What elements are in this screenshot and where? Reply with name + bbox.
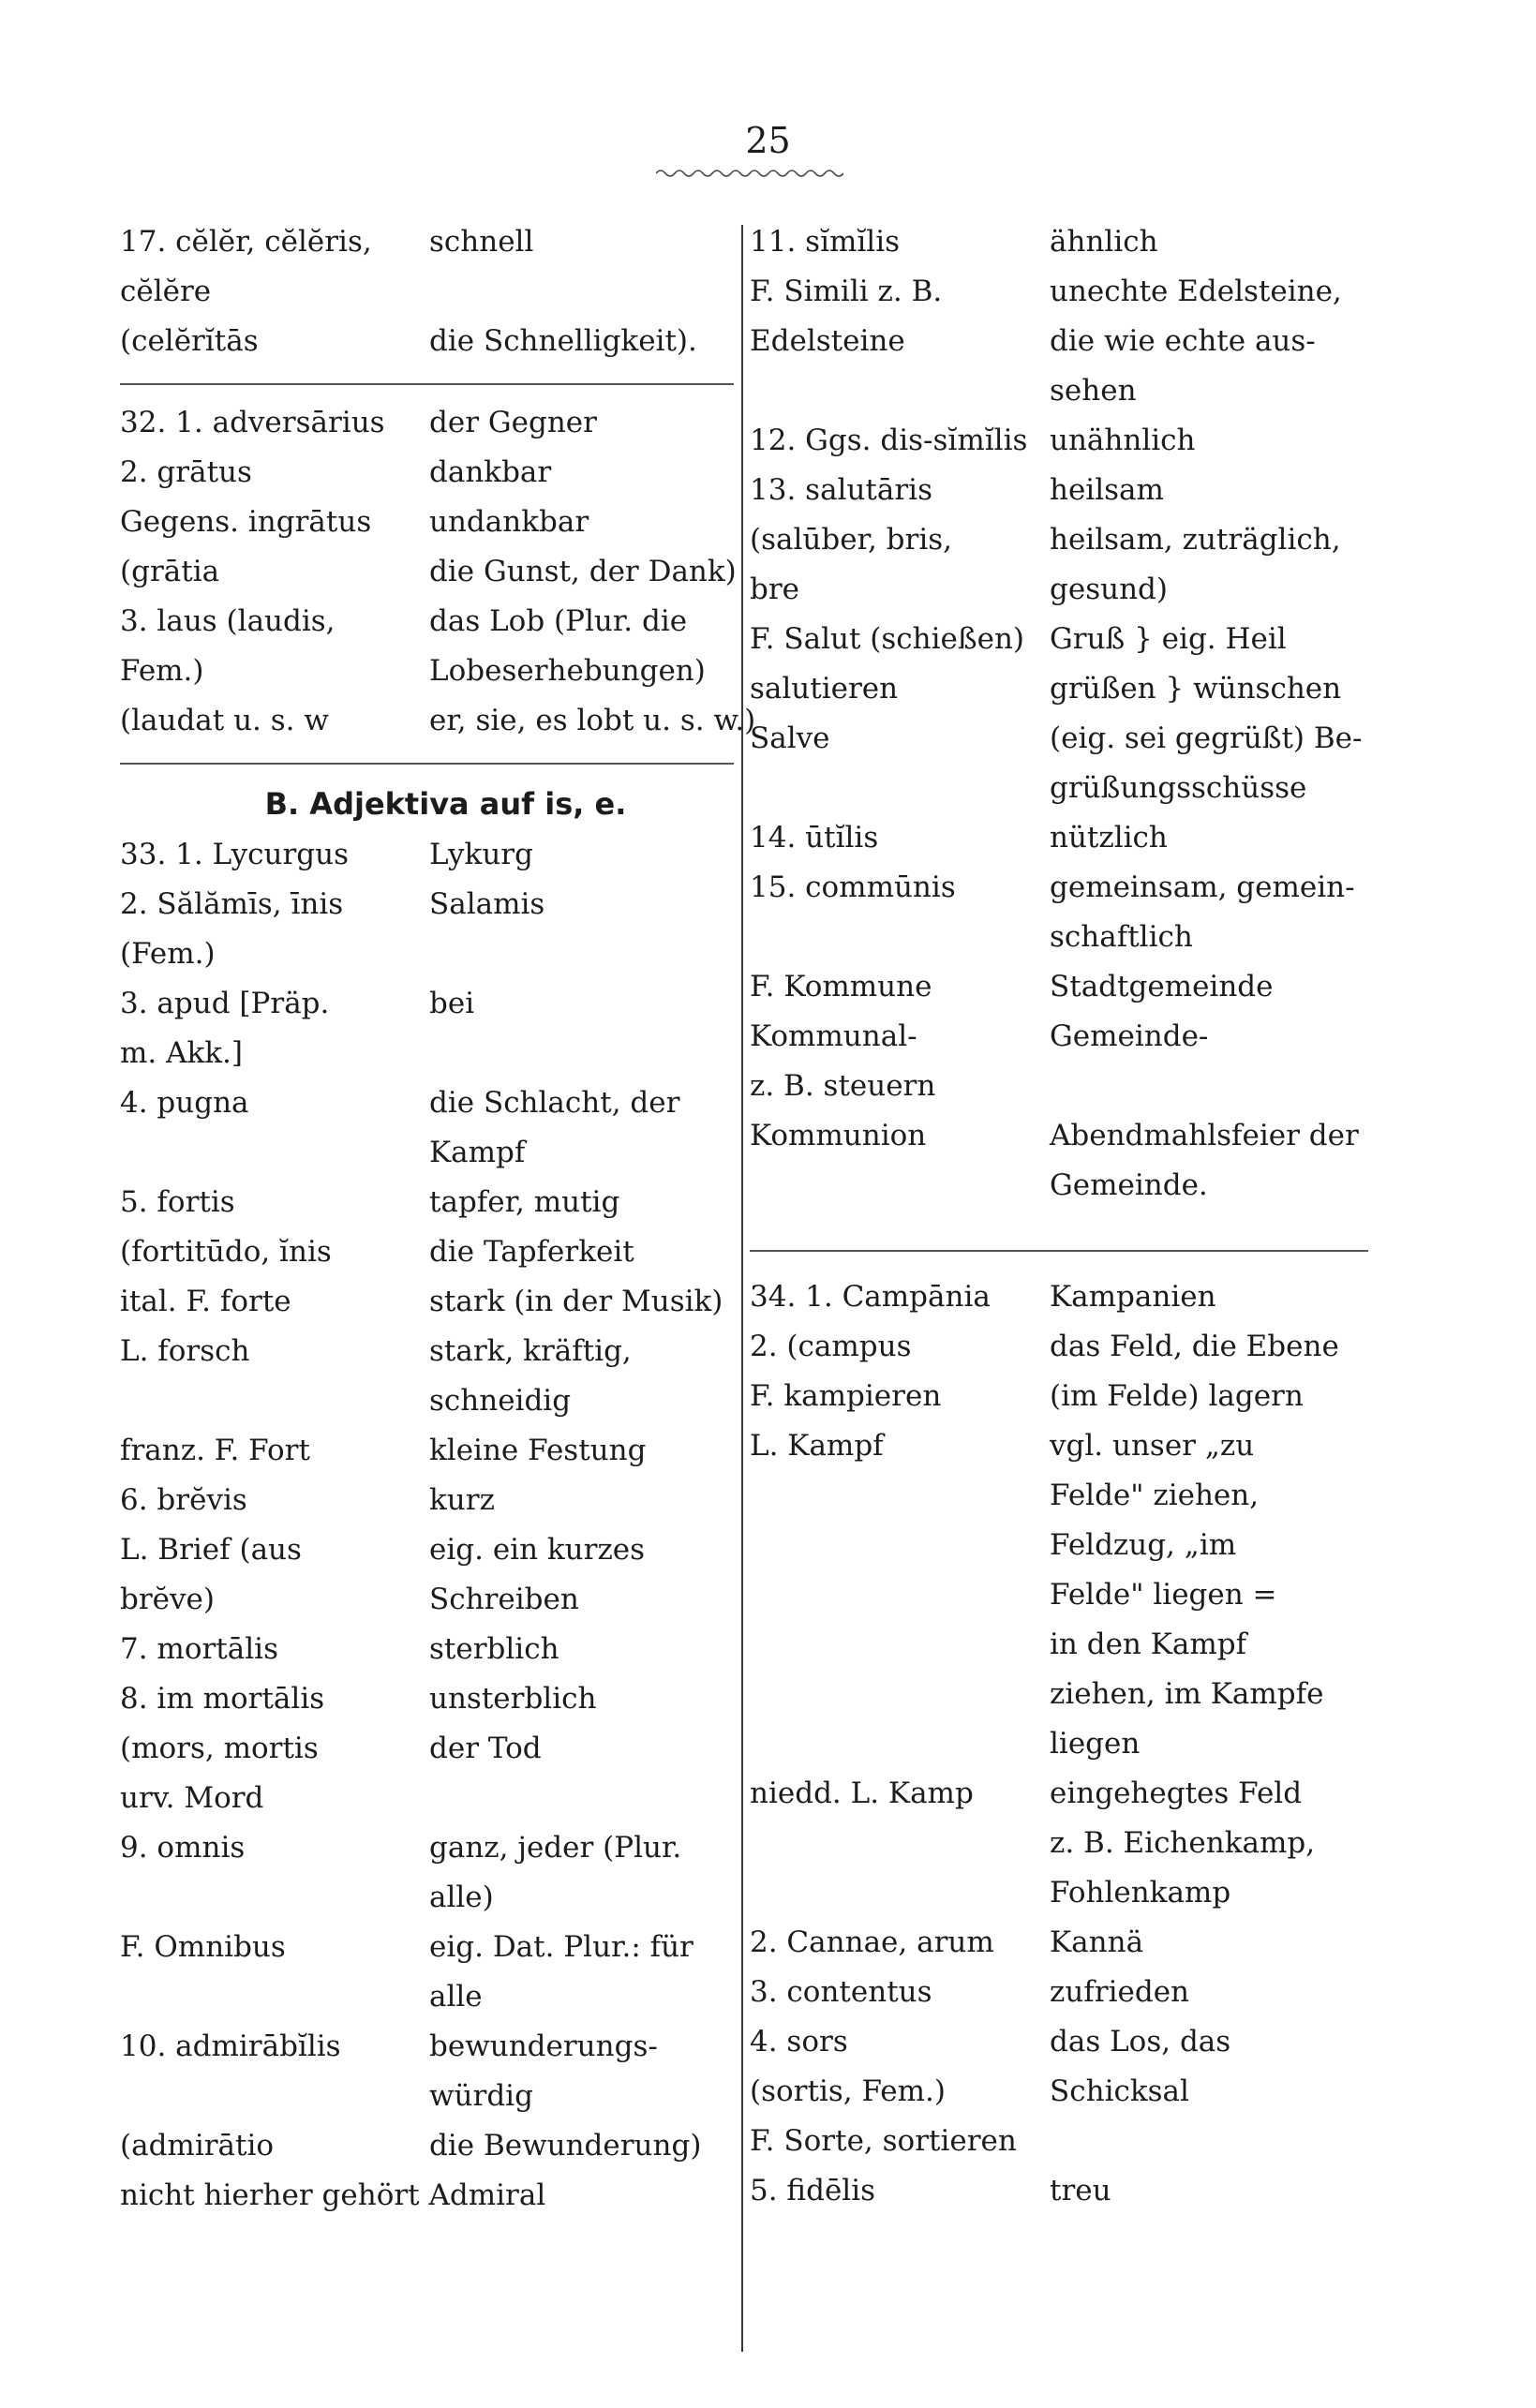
latin-term: Kommunal-	[750, 1019, 917, 1053]
dictionary-entry	[120, 267, 734, 317]
german-meaning: schaftlich	[1050, 920, 1193, 954]
german-meaning: Abendmahlsfeier der	[1050, 1119, 1359, 1152]
latin-term: F. Simili z. B.	[750, 275, 943, 308]
latin-term: Gegens. ingrātus	[120, 505, 372, 539]
latin-term: 4. pugna	[120, 1086, 249, 1120]
dictionary-entry	[120, 1972, 734, 2022]
dictionary-entry	[750, 1272, 1368, 1322]
dictionary-entry	[750, 1372, 1368, 1421]
dictionary-entry	[750, 1322, 1368, 1372]
latin-term: 33. 1. Lycurgus	[120, 838, 350, 871]
dictionary-entry	[120, 1923, 734, 1972]
dictionary-entry	[120, 1426, 734, 1476]
german-meaning: Salamis	[429, 887, 545, 921]
german-meaning: die Gunst, der Dank)	[429, 555, 737, 588]
latin-term: L. Brief (aus	[120, 1533, 302, 1567]
section-rule	[120, 383, 734, 385]
german-meaning: kleine Festung	[429, 1434, 647, 1467]
dictionary-entry	[750, 2117, 1368, 2166]
german-meaning: (eig. sei gegrüßt) Be-	[1050, 721, 1363, 755]
dictionary-entry	[750, 962, 1368, 1012]
dictionary-entry	[120, 597, 734, 647]
entries-17	[120, 217, 734, 366]
latin-term: 9. omnis	[120, 1831, 246, 1865]
latin-term: 14. ūtĭlis	[750, 821, 879, 855]
page-number: 25	[745, 120, 791, 161]
dictionary-entry	[120, 1525, 734, 1575]
latin-term: F. Salut (schießen)	[750, 622, 1025, 656]
latin-term: urv. Mord	[120, 1781, 264, 1815]
dictionary-entry	[120, 398, 734, 448]
german-meaning: kurz	[429, 1483, 495, 1517]
german-meaning: die wie echte aus-	[1050, 324, 1316, 358]
dictionary-entry	[120, 929, 734, 979]
dictionary-entry	[750, 1161, 1368, 1211]
section-heading: B. Adjektiva auf is, e.	[264, 786, 627, 822]
latin-term: ital. F. forte	[120, 1285, 291, 1318]
german-meaning: würdig	[429, 2079, 533, 2113]
latin-term: 2. Cannae, arum	[750, 1925, 994, 1959]
latin-term: 17. cĕlĕr, cĕlĕris,	[120, 225, 372, 259]
german-meaning: eig. Dat. Plur.: für	[429, 1930, 693, 1964]
dictionary-entry	[750, 217, 1368, 267]
german-meaning: die Schlacht, der	[429, 1086, 680, 1120]
german-meaning: stark (in der Musik)	[429, 1285, 723, 1318]
dictionary-entry	[750, 1062, 1368, 1111]
latin-term: 11. sĭmĭlis	[750, 225, 901, 259]
dictionary-entry	[750, 764, 1368, 813]
dictionary-entry	[750, 1819, 1368, 1868]
german-meaning: nützlich	[1050, 821, 1168, 855]
german-meaning: in den Kampf	[1050, 1628, 1247, 1661]
section-rule	[750, 1250, 1368, 1252]
dictionary-entry	[750, 1421, 1368, 1471]
dictionary-entry	[120, 217, 734, 267]
dictionary-entry	[750, 317, 1368, 366]
german-meaning: schnell	[429, 225, 534, 259]
latin-term: (salūber, bris,	[750, 523, 953, 557]
latin-term: F. Sorte, sortieren	[750, 2124, 1017, 2158]
dictionary-entry	[120, 1575, 734, 1625]
dictionary-entry	[750, 416, 1368, 466]
latin-term: (mors, mortis	[120, 1732, 319, 1765]
latin-term: 2. Sălămīs, īnis	[120, 887, 344, 921]
german-meaning: ganz, jeder (Plur.	[429, 1831, 682, 1865]
latin-term: 4. sors	[750, 2025, 848, 2059]
german-meaning: sterblich	[429, 1632, 559, 1666]
right-column	[750, 217, 1368, 2216]
latin-term: (Fem.)	[120, 937, 216, 971]
column-divider	[741, 225, 743, 2352]
german-meaning: das Lob (Plur. die	[429, 604, 688, 638]
dictionary-entry	[750, 515, 1368, 565]
latin-term: (admirātio	[120, 2129, 275, 2163]
dictionary-entry	[120, 1277, 734, 1327]
german-meaning: grüßen } wünschen	[1050, 672, 1342, 706]
german-meaning: eingehegtes Feld	[1050, 1776, 1303, 1810]
latin-term: franz. F. Fort	[120, 1434, 310, 1467]
german-meaning: Kannä	[1050, 1925, 1144, 1959]
dictionary-entry	[750, 1521, 1368, 1570]
dictionary-entry	[120, 1376, 734, 1426]
german-meaning: ziehen, im Kampfe	[1050, 1677, 1324, 1711]
german-meaning: er, sie, es lobt u. s. w.)	[429, 704, 756, 737]
german-meaning: unähnlich	[1050, 424, 1196, 457]
dictionary-entry	[120, 1029, 734, 1078]
latin-term: 8. im mortālis	[120, 1682, 325, 1716]
german-meaning: Gruß } eig. Heil	[1050, 622, 1287, 656]
german-meaning: Lykurg	[429, 838, 533, 871]
latin-term: niedd. L. Kamp	[750, 1776, 974, 1810]
entries-32	[120, 398, 756, 746]
latin-term: F. Kommune	[750, 970, 932, 1003]
latin-term: 10. admirābĭlis	[120, 2029, 341, 2063]
german-meaning: bei	[429, 987, 475, 1020]
german-meaning: Lobeserhebungen)	[429, 654, 706, 688]
latin-term: 3. contentus	[750, 1975, 932, 2009]
left-column	[120, 217, 756, 2221]
latin-term: 5. fidēlis	[750, 2174, 876, 2207]
german-meaning: liegen	[1050, 1727, 1141, 1761]
dictionary-entry	[750, 366, 1368, 416]
dictionary-entry	[120, 1128, 734, 1178]
latin-term: (sortis, Fem.)	[750, 2074, 946, 2108]
dictionary-entry	[750, 615, 1368, 664]
german-meaning: unechte Edelsteine,	[1050, 275, 1342, 308]
dictionary-entry	[750, 913, 1368, 962]
dictionary-entry	[750, 1620, 1368, 1670]
latin-term: (grātia	[120, 555, 220, 588]
latin-term: 34. 1. Campānia	[750, 1280, 991, 1314]
latin-term: 3. laus (laudis,	[120, 604, 336, 638]
entries-34	[750, 1272, 1368, 2216]
dictionary-entry	[750, 1570, 1368, 1620]
german-meaning: Schreiben	[429, 1583, 579, 1616]
german-meaning: Felde" liegen =	[1050, 1578, 1277, 1612]
latin-term: 15. commūnis	[750, 870, 956, 904]
latin-term: bre	[750, 572, 800, 606]
latin-term: Edelsteine	[750, 324, 905, 358]
german-meaning: treu	[1050, 2174, 1111, 2207]
dictionary-entry	[120, 647, 734, 696]
dictionary-entry	[120, 979, 734, 1029]
dictionary-entry	[750, 1968, 1368, 2017]
german-meaning: (im Felde) lagern	[1050, 1379, 1304, 1413]
german-meaning: schneidig	[429, 1384, 572, 1418]
dictionary-entry	[120, 2121, 734, 2171]
dictionary-entry	[750, 714, 1368, 764]
entries-33	[120, 830, 734, 2221]
german-meaning: sehen	[1050, 374, 1137, 408]
latin-term: 13. salutāris	[750, 473, 933, 507]
dictionary-entry	[120, 1674, 734, 1724]
dictionary-entry	[120, 1625, 734, 1674]
dictionary-entry	[120, 696, 756, 746]
german-meaning: das Los, das	[1050, 2025, 1231, 2059]
german-meaning: Fohlenkamp	[1050, 1876, 1231, 1910]
latin-term: (fortitūdo, ĭnis	[120, 1235, 332, 1269]
dictionary-entry	[120, 448, 734, 498]
latin-term: F. Omnibus	[120, 1930, 286, 1964]
dictionary-entry	[120, 1873, 734, 1923]
dictionary-entry	[750, 1918, 1368, 1968]
german-meaning: ähnlich	[1050, 225, 1158, 259]
latin-term: 3. apud [Präp.	[120, 987, 330, 1020]
dictionary-entry	[750, 2166, 1368, 2216]
dictionary-entry	[750, 1868, 1368, 1918]
german-meaning: alle	[429, 1980, 483, 2014]
dictionary-entry	[120, 880, 734, 929]
german-meaning: gemeinsam, gemein-	[1050, 870, 1355, 904]
latin-term: Salve	[750, 721, 830, 755]
german-meaning: der Gegner	[429, 406, 597, 439]
dictionary-entry	[120, 830, 734, 880]
dictionary-entry	[750, 664, 1368, 714]
dictionary-entry	[750, 1719, 1368, 1769]
german-meaning: grüßungsschüsse	[1050, 771, 1307, 805]
dictionary-entry	[750, 2017, 1368, 2067]
dictionary-entry	[120, 2171, 734, 2221]
german-meaning: Feldzug, „im	[1050, 1528, 1237, 1562]
dictionary-entry	[120, 1327, 734, 1376]
dictionary-entry	[750, 1471, 1368, 1521]
latin-term: cĕlĕre	[120, 275, 212, 308]
german-meaning: stark, kräftig,	[429, 1334, 632, 1368]
dictionary-entry	[120, 1227, 734, 1277]
latin-term: 7. mortālis	[120, 1632, 278, 1666]
latin-term: (laudat u. s. w	[120, 704, 329, 737]
german-meaning: z. B. Eichenkamp,	[1050, 1826, 1316, 1860]
dictionary-entry	[750, 1670, 1368, 1719]
dictionary-entry	[120, 498, 734, 547]
dictionary-entry	[120, 1476, 734, 1525]
latin-term: L. Kampf	[750, 1429, 884, 1463]
german-meaning: dankbar	[429, 455, 552, 489]
latin-term: Kommunion	[750, 1119, 927, 1152]
latin-term: 32. 1. adversārius	[120, 406, 385, 439]
latin-term: L. forsch	[120, 1334, 250, 1368]
dictionary-entry	[120, 1823, 734, 1873]
latin-term: 2. (campus	[750, 1330, 912, 1363]
german-meaning: Gemeinde-	[1050, 1019, 1209, 1053]
latin-term: Fem.)	[120, 654, 204, 688]
german-meaning: die Tapferkeit	[429, 1235, 634, 1269]
german-meaning: heilsam, zuträglich,	[1050, 523, 1341, 557]
section-rule	[120, 763, 734, 765]
dictionary-entry	[120, 317, 734, 366]
german-meaning: tapfer, mutig	[429, 1185, 620, 1219]
german-meaning: Gemeinde.	[1050, 1168, 1208, 1202]
latin-term: brĕve)	[120, 1583, 215, 1616]
german-meaning: undankbar	[429, 505, 589, 539]
latin-term: F. kampieren	[750, 1379, 942, 1413]
german-meaning: vgl. unser „zu	[1050, 1429, 1255, 1463]
latin-term: nicht hierher gehört Admiral	[120, 2178, 546, 2212]
dictionary-entry	[750, 1012, 1368, 1062]
german-meaning: der Tod	[429, 1732, 542, 1765]
german-meaning: unsterblich	[429, 1682, 597, 1716]
decorative-wave-rule	[656, 167, 843, 180]
dictionary-entry	[750, 466, 1368, 515]
german-meaning: die Schnelligkeit).	[429, 324, 697, 358]
german-meaning: heilsam	[1050, 473, 1164, 507]
german-meaning: Stadtgemeinde	[1050, 970, 1274, 1003]
german-meaning: das Feld, die Ebene	[1050, 1330, 1339, 1363]
dictionary-entry	[750, 863, 1368, 913]
latin-term: 6. brĕvis	[120, 1483, 247, 1517]
german-meaning: Kampf	[429, 1136, 526, 1169]
latin-term: z. B. steuern	[750, 1069, 936, 1103]
dictionary-entry	[750, 2067, 1368, 2117]
dictionary-entry	[120, 1724, 734, 1774]
dictionary-entry	[750, 813, 1368, 863]
dictionary-entry	[120, 1178, 734, 1227]
dictionary-entry	[750, 267, 1368, 317]
dictionary-entry	[120, 547, 737, 597]
latin-term: 12. Ggs. dis-sĭmĭlis	[750, 424, 1028, 457]
german-meaning: zufrieden	[1050, 1975, 1190, 2009]
latin-term: 2. grātus	[120, 455, 252, 489]
german-meaning: Kampanien	[1050, 1280, 1216, 1314]
latin-term: 5. fortis	[120, 1185, 235, 1219]
german-meaning: gesund)	[1050, 572, 1168, 606]
dictionary-entry	[750, 1769, 1368, 1819]
dictionary-entry	[750, 565, 1368, 615]
german-meaning: Felde" ziehen,	[1050, 1479, 1260, 1512]
german-meaning: bewunderungs-	[429, 2029, 658, 2063]
dictionary-entry	[750, 1111, 1368, 1161]
latin-term: salutieren	[750, 672, 899, 706]
dictionary-entry	[120, 1774, 734, 1823]
latin-term: (celĕrĭtās	[120, 324, 259, 358]
dictionary-entry	[120, 1078, 734, 1128]
latin-term: m. Akk.]	[120, 1036, 244, 1070]
dictionary-entry	[120, 2072, 734, 2121]
german-meaning: eig. ein kurzes	[429, 1533, 646, 1567]
german-meaning: alle)	[429, 1880, 494, 1914]
german-meaning: Schicksal	[1050, 2074, 1189, 2108]
dictionary-entry	[120, 2022, 734, 2072]
entries-11-15	[750, 217, 1368, 1211]
german-meaning: die Bewunderung)	[429, 2129, 702, 2163]
